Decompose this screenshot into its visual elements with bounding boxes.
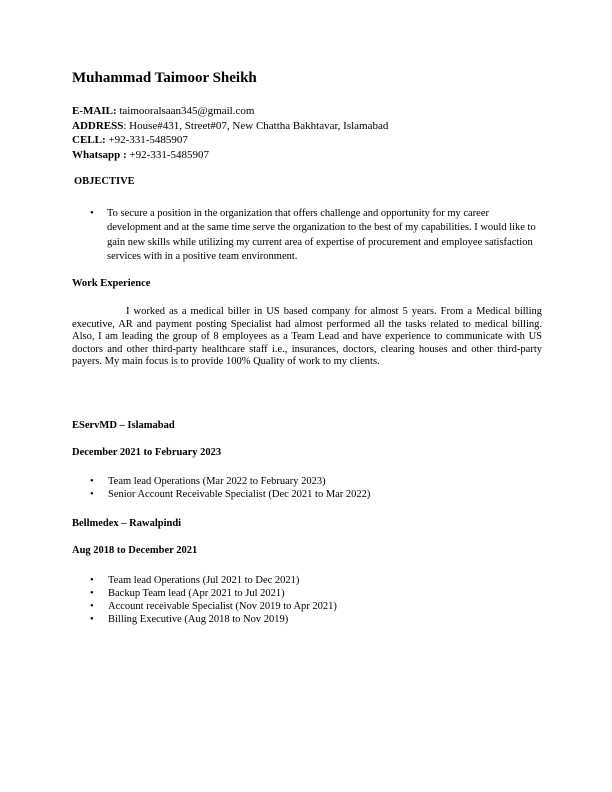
email-row bbox=[72, 104, 388, 119]
work-experience-summary-text: I worked as a medical biller in US based company for almost 5 years. From a Medical billing executive, AR and payment posting Specialist had almost performed all the tasks related to medical billing. Also, I am leading the group of 8 employees as a Team Lead and have experience to communicate with US doctors and other third-party healthcare staff i.e., insurances, doctors, clearing houses and other third-party payers. My main focus is to provide 100% Quality of work to my clients. bbox=[72, 306, 542, 368]
email-value: taimooralsaan345@gmail.com bbox=[116, 105, 255, 117]
contact-block bbox=[72, 104, 388, 162]
work-experience-heading: Work Experience bbox=[72, 278, 151, 289]
role-text: Account receivable Specialist (Nov 2019 to Apr 2021) bbox=[108, 601, 337, 613]
list-item bbox=[72, 488, 542, 501]
role-text: Team lead Operations (Mar 2022 to February 2023) bbox=[108, 476, 326, 487]
address-row bbox=[72, 119, 388, 134]
email-label: E-MAIL: bbox=[72, 105, 117, 117]
bullet-icon: • bbox=[90, 208, 94, 219]
bullet-icon: • bbox=[90, 588, 94, 600]
cell-label: CELL: bbox=[72, 134, 106, 147]
candidate-name: Muhammad Taimoor Sheikh bbox=[72, 70, 257, 86]
bullet-icon: • bbox=[90, 575, 94, 586]
objective-heading: OBJECTIVE bbox=[74, 176, 135, 187]
bullet-icon: • bbox=[90, 601, 94, 613]
objective-line-3: gain new skills while utilizing my current area of expertise of procurement and employee satisfaction bbox=[107, 236, 533, 248]
job-roles-list bbox=[72, 574, 542, 626]
cell-row bbox=[72, 133, 388, 148]
bullet-icon: • bbox=[90, 614, 94, 626]
whatsapp-value: +92-331-5485907 bbox=[126, 148, 209, 161]
cell-value: +92-331-5485907 bbox=[105, 134, 188, 147]
whatsapp-label: Whatsapp : bbox=[72, 148, 127, 161]
list-item bbox=[72, 574, 542, 587]
role-text: Backup Team lead (Apr 2021 to Jul 2021) bbox=[108, 588, 285, 600]
address-value: : House#431, Street#07, New Chattha Bakhtavar, Islamabad bbox=[123, 119, 389, 132]
list-item bbox=[72, 613, 542, 626]
list-item bbox=[72, 587, 542, 600]
job-roles-list bbox=[72, 475, 542, 501]
job-company: EServMD – Islamabad bbox=[72, 420, 175, 431]
objective-bullet-item bbox=[71, 207, 541, 265]
job-period: December 2021 to February 2023 bbox=[72, 447, 222, 458]
list-item bbox=[72, 600, 542, 613]
role-text: Billing Executive (Aug 2018 to Nov 2019) bbox=[108, 614, 289, 626]
list-item bbox=[72, 475, 542, 488]
whatsapp-row bbox=[72, 148, 388, 163]
work-experience-summary bbox=[72, 306, 542, 369]
bullet-icon: • bbox=[90, 476, 94, 487]
address-label: ADDRESS bbox=[72, 119, 124, 132]
objective-line-4: services with in a positive team environment. bbox=[107, 251, 298, 263]
role-text: Senior Account Receivable Specialist (Dec 2021 to Mar 2022) bbox=[108, 489, 371, 501]
job-company: Bellmedex – Rawalpindi bbox=[72, 518, 182, 529]
objective-line-1: To secure a position in the organization that offers challenge and opportunity for my career bbox=[107, 208, 489, 219]
bullet-icon: • bbox=[90, 489, 94, 501]
job-period: Aug 2018 to December 2021 bbox=[72, 545, 198, 556]
objective-line-2: development and at the same time serve the organization to the best of my capabilities. I would like to bbox=[107, 222, 536, 234]
role-text: Team lead Operations (Jul 2021 to Dec 2021) bbox=[108, 575, 300, 586]
